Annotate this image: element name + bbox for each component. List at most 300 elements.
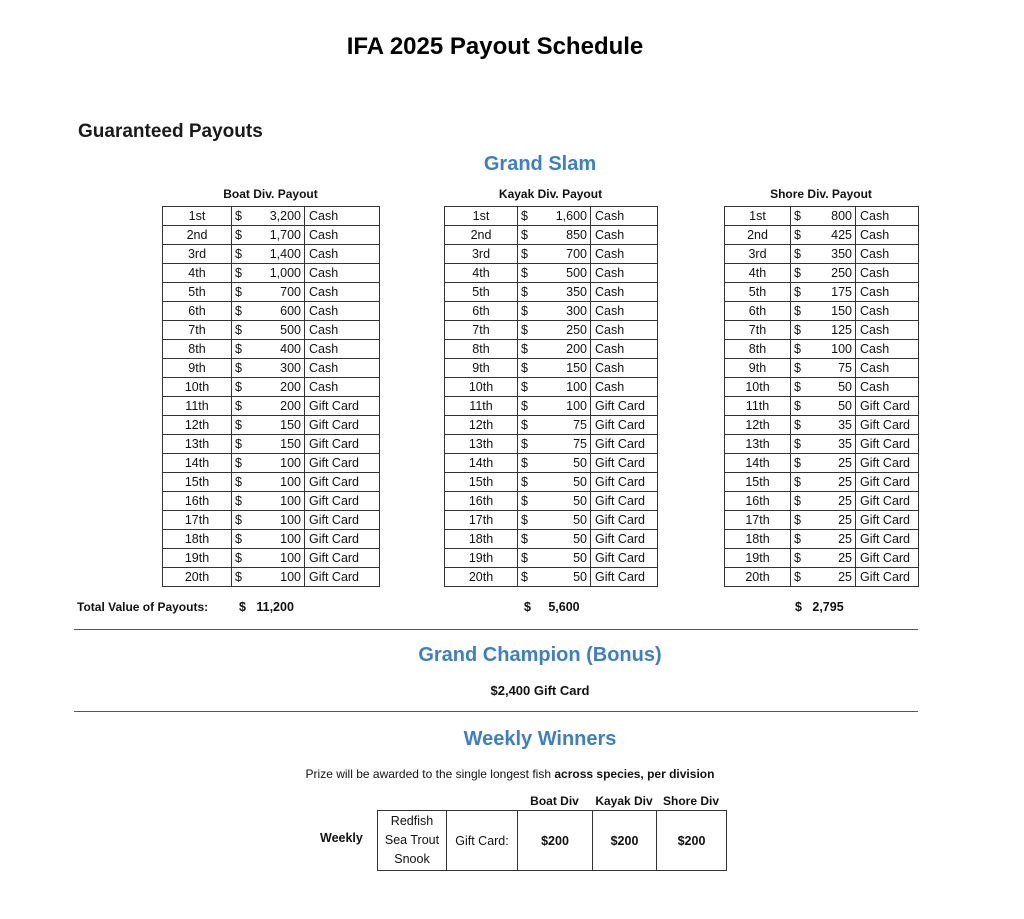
table-row bbox=[445, 378, 658, 397]
place-cell: 12th bbox=[445, 416, 518, 435]
place-cell: 17th bbox=[445, 511, 518, 530]
place-cell: 8th bbox=[163, 340, 232, 359]
amount-value: 1,400 bbox=[269, 246, 301, 261]
currency-symbol: $ bbox=[794, 436, 801, 451]
place-cell: 10th bbox=[163, 378, 232, 397]
payout-type-cell: Gift Card bbox=[305, 435, 380, 454]
currency-symbol: $ bbox=[521, 322, 528, 337]
table-row bbox=[378, 811, 727, 871]
amount-value: 300 bbox=[280, 360, 301, 375]
currency-symbol: $ bbox=[521, 474, 528, 489]
payout-type-cell: Cash bbox=[305, 359, 380, 378]
currency-symbol: $ bbox=[235, 550, 242, 565]
currency-symbol: $ bbox=[794, 360, 801, 375]
amount-value: 25 bbox=[838, 474, 852, 489]
table-row bbox=[725, 264, 919, 283]
amount-cell bbox=[232, 245, 305, 264]
shore-weekly-prize: $200 bbox=[657, 811, 727, 871]
amount-cell bbox=[518, 302, 591, 321]
amount-cell bbox=[232, 473, 305, 492]
currency-symbol: $ bbox=[235, 379, 242, 394]
table-row bbox=[725, 454, 919, 473]
divider-line bbox=[74, 711, 918, 712]
place-cell: 9th bbox=[445, 359, 518, 378]
place-cell: 17th bbox=[163, 511, 232, 530]
currency-symbol: $ bbox=[521, 436, 528, 451]
place-cell: 20th bbox=[445, 568, 518, 587]
table-row bbox=[445, 321, 658, 340]
currency-symbol: $ bbox=[794, 493, 801, 508]
species-cell bbox=[378, 811, 447, 871]
amount-cell bbox=[232, 340, 305, 359]
amount-value: 3,200 bbox=[269, 208, 301, 223]
amount-cell bbox=[518, 416, 591, 435]
amount-cell bbox=[518, 473, 591, 492]
shore-total-value: $ 2,795 bbox=[795, 600, 844, 614]
payout-type-cell: Gift Card bbox=[591, 530, 658, 549]
table-row bbox=[445, 568, 658, 587]
currency-symbol: $ bbox=[235, 360, 242, 375]
table-row bbox=[163, 492, 380, 511]
amount-value: 150 bbox=[280, 417, 301, 432]
place-cell: 10th bbox=[445, 378, 518, 397]
payout-type-cell: Gift Card bbox=[856, 511, 919, 530]
amount-cell bbox=[791, 492, 856, 511]
amount-value: 50 bbox=[838, 398, 852, 413]
table-row bbox=[725, 530, 919, 549]
gift-card-label: Gift Card: bbox=[447, 811, 518, 871]
weekly-note bbox=[240, 767, 780, 781]
place-cell: 1st bbox=[163, 207, 232, 226]
amount-cell bbox=[518, 245, 591, 264]
amount-value: 100 bbox=[280, 455, 301, 470]
amount-value: 100 bbox=[280, 550, 301, 565]
amount-cell bbox=[232, 359, 305, 378]
amount-value: 250 bbox=[831, 265, 852, 280]
weekly-winners-table bbox=[377, 810, 727, 871]
amount-cell bbox=[232, 454, 305, 473]
amount-cell bbox=[791, 302, 856, 321]
currency-symbol: $ bbox=[235, 417, 242, 432]
currency-symbol: $ bbox=[235, 246, 242, 261]
place-cell: 2nd bbox=[725, 226, 791, 245]
amount-cell bbox=[232, 549, 305, 568]
amount-value: 50 bbox=[573, 531, 587, 546]
place-cell: 5th bbox=[163, 283, 232, 302]
currency-symbol: $ bbox=[235, 322, 242, 337]
payout-type-cell: Cash bbox=[856, 207, 919, 226]
currency-symbol: $ bbox=[235, 398, 242, 413]
amount-value: 425 bbox=[831, 227, 852, 242]
currency-symbol: $ bbox=[794, 265, 801, 280]
table-row bbox=[725, 378, 919, 397]
amount-cell bbox=[518, 340, 591, 359]
currency-symbol: $ bbox=[794, 303, 801, 318]
amount-cell bbox=[518, 378, 591, 397]
amount-value: 50 bbox=[573, 455, 587, 470]
table-row bbox=[725, 473, 919, 492]
place-cell: 6th bbox=[725, 302, 791, 321]
payout-type-cell: Cash bbox=[856, 340, 919, 359]
table-row bbox=[163, 378, 380, 397]
payout-type-cell: Cash bbox=[305, 207, 380, 226]
place-cell: 19th bbox=[445, 549, 518, 568]
payout-type-cell: Cash bbox=[305, 283, 380, 302]
amount-cell bbox=[518, 321, 591, 340]
payout-type-cell: Cash bbox=[856, 359, 919, 378]
currency-symbol: $ bbox=[235, 474, 242, 489]
amount-cell bbox=[232, 321, 305, 340]
currency-symbol: $ bbox=[521, 284, 528, 299]
currency-symbol: $ bbox=[521, 493, 528, 508]
amount-cell bbox=[518, 568, 591, 587]
table-row bbox=[163, 435, 380, 454]
place-cell: 9th bbox=[725, 359, 791, 378]
table-row bbox=[163, 530, 380, 549]
currency-symbol: $ bbox=[235, 436, 242, 451]
place-cell: 18th bbox=[725, 530, 791, 549]
amount-cell bbox=[518, 511, 591, 530]
amount-cell bbox=[791, 245, 856, 264]
currency-symbol: $ bbox=[794, 322, 801, 337]
amount-cell bbox=[518, 283, 591, 302]
amount-value: 350 bbox=[831, 246, 852, 261]
table-row bbox=[163, 283, 380, 302]
amount-cell bbox=[791, 549, 856, 568]
place-cell: 7th bbox=[725, 321, 791, 340]
table-row bbox=[445, 397, 658, 416]
place-cell: 16th bbox=[163, 492, 232, 511]
boat-div-payout-table bbox=[162, 206, 380, 587]
currency-symbol: $ bbox=[235, 303, 242, 318]
payout-type-cell: Cash bbox=[591, 226, 658, 245]
place-cell: 2nd bbox=[445, 226, 518, 245]
table-row bbox=[725, 359, 919, 378]
amount-cell bbox=[232, 302, 305, 321]
payout-type-cell: Gift Card bbox=[856, 397, 919, 416]
place-cell: 14th bbox=[725, 454, 791, 473]
currency-symbol: $ bbox=[794, 398, 801, 413]
amount-value: 175 bbox=[831, 284, 852, 299]
amount-value: 350 bbox=[566, 284, 587, 299]
place-cell: 6th bbox=[163, 302, 232, 321]
place-cell: 3rd bbox=[163, 245, 232, 264]
currency-symbol: $ bbox=[521, 531, 528, 546]
place-cell: 19th bbox=[725, 549, 791, 568]
amount-cell bbox=[232, 226, 305, 245]
currency-symbol: $ bbox=[794, 246, 801, 261]
currency-symbol: $ bbox=[521, 550, 528, 565]
amount-value: 25 bbox=[838, 493, 852, 508]
table-row bbox=[725, 321, 919, 340]
table-row bbox=[725, 511, 919, 530]
payout-type-cell: Gift Card bbox=[591, 397, 658, 416]
table-row bbox=[725, 207, 919, 226]
amount-value: 800 bbox=[831, 208, 852, 223]
amount-cell bbox=[791, 435, 856, 454]
boat-weekly-prize: $200 bbox=[518, 811, 593, 871]
amount-cell bbox=[791, 454, 856, 473]
table-row bbox=[445, 245, 658, 264]
place-cell: 17th bbox=[725, 511, 791, 530]
amount-cell bbox=[791, 530, 856, 549]
amount-value: 25 bbox=[838, 569, 852, 584]
weekly-header-boat: Boat Div bbox=[530, 794, 579, 808]
payout-type-cell: Gift Card bbox=[856, 435, 919, 454]
amount-value: 200 bbox=[566, 341, 587, 356]
currency-symbol: $ bbox=[521, 341, 528, 356]
table-row bbox=[163, 473, 380, 492]
payout-type-cell: Gift Card bbox=[591, 416, 658, 435]
payout-type-cell: Cash bbox=[305, 378, 380, 397]
payout-type-cell: Gift Card bbox=[856, 454, 919, 473]
amount-cell bbox=[791, 264, 856, 283]
amount-cell bbox=[232, 283, 305, 302]
shore-div-caption: Shore Div. Payout bbox=[770, 187, 872, 201]
table-row bbox=[445, 492, 658, 511]
amount-value: 100 bbox=[280, 474, 301, 489]
payout-type-cell: Gift Card bbox=[591, 492, 658, 511]
payout-type-cell: Cash bbox=[305, 302, 380, 321]
payout-type-cell: Gift Card bbox=[305, 549, 380, 568]
table-row bbox=[725, 245, 919, 264]
amount-value: 50 bbox=[573, 569, 587, 584]
amount-value: 25 bbox=[838, 531, 852, 546]
payout-type-cell: Cash bbox=[856, 378, 919, 397]
place-cell: 12th bbox=[725, 416, 791, 435]
amount-value: 100 bbox=[280, 493, 301, 508]
amount-cell bbox=[791, 226, 856, 245]
place-cell: 16th bbox=[725, 492, 791, 511]
place-cell: 9th bbox=[163, 359, 232, 378]
payout-type-cell: Cash bbox=[591, 302, 658, 321]
payout-type-cell: Cash bbox=[856, 226, 919, 245]
amount-cell bbox=[518, 359, 591, 378]
amount-value: 600 bbox=[280, 303, 301, 318]
amount-value: 35 bbox=[838, 436, 852, 451]
table-row bbox=[725, 435, 919, 454]
payout-type-cell: Cash bbox=[591, 359, 658, 378]
amount-value: 200 bbox=[280, 379, 301, 394]
payout-type-cell: Cash bbox=[591, 340, 658, 359]
total-value-label: Total Value of Payouts: bbox=[77, 600, 209, 614]
place-cell: 8th bbox=[445, 340, 518, 359]
shore-div-payout-table bbox=[724, 206, 919, 587]
place-cell: 1st bbox=[725, 207, 791, 226]
table-row bbox=[445, 549, 658, 568]
payout-type-cell: Gift Card bbox=[591, 473, 658, 492]
amount-cell bbox=[518, 492, 591, 511]
amount-cell bbox=[232, 264, 305, 283]
table-row bbox=[445, 511, 658, 530]
amount-value: 100 bbox=[566, 379, 587, 394]
amount-value: 150 bbox=[280, 436, 301, 451]
amount-cell bbox=[518, 207, 591, 226]
currency-symbol: $ bbox=[794, 208, 801, 223]
amount-cell bbox=[518, 435, 591, 454]
currency-symbol: $ bbox=[521, 569, 528, 584]
table-row bbox=[445, 530, 658, 549]
table-row bbox=[445, 226, 658, 245]
boat-div-caption: Boat Div. Payout bbox=[223, 187, 318, 201]
amount-cell bbox=[518, 454, 591, 473]
payout-type-cell: Gift Card bbox=[591, 511, 658, 530]
place-cell: 13th bbox=[163, 435, 232, 454]
amount-value: 125 bbox=[831, 322, 852, 337]
amount-value: 75 bbox=[838, 360, 852, 375]
amount-value: 300 bbox=[566, 303, 587, 318]
payout-type-cell: Gift Card bbox=[591, 568, 658, 587]
amount-cell bbox=[791, 321, 856, 340]
place-cell: 7th bbox=[163, 321, 232, 340]
weekly-header-kayak: Kayak Div bbox=[595, 794, 653, 808]
payout-type-cell: Cash bbox=[591, 283, 658, 302]
amount-value: 1,000 bbox=[269, 265, 301, 280]
currency-symbol: $ bbox=[794, 341, 801, 356]
currency-symbol: $ bbox=[794, 455, 801, 470]
table-row bbox=[725, 416, 919, 435]
place-cell: 11th bbox=[445, 397, 518, 416]
table-row bbox=[445, 207, 658, 226]
table-row bbox=[445, 416, 658, 435]
amount-cell bbox=[232, 397, 305, 416]
place-cell: 3rd bbox=[445, 245, 518, 264]
place-cell: 6th bbox=[445, 302, 518, 321]
payout-type-cell: Gift Card bbox=[856, 416, 919, 435]
table-row bbox=[163, 568, 380, 587]
place-cell: 12th bbox=[163, 416, 232, 435]
payout-type-cell: Cash bbox=[591, 245, 658, 264]
place-cell: 8th bbox=[725, 340, 791, 359]
currency-symbol: $ bbox=[521, 417, 528, 432]
currency-symbol: $ bbox=[235, 208, 242, 223]
payout-type-cell: Cash bbox=[305, 321, 380, 340]
table-row bbox=[163, 340, 380, 359]
payout-type-cell: Gift Card bbox=[305, 530, 380, 549]
payout-type-cell: Gift Card bbox=[591, 435, 658, 454]
amount-value: 100 bbox=[280, 512, 301, 527]
place-cell: 10th bbox=[725, 378, 791, 397]
table-row bbox=[163, 359, 380, 378]
amount-cell bbox=[791, 207, 856, 226]
currency-symbol: $ bbox=[235, 512, 242, 527]
amount-value: 75 bbox=[573, 436, 587, 451]
amount-cell bbox=[518, 226, 591, 245]
table-row bbox=[445, 340, 658, 359]
currency-symbol: $ bbox=[235, 265, 242, 280]
place-cell: 18th bbox=[445, 530, 518, 549]
amount-value: 500 bbox=[566, 265, 587, 280]
table-row bbox=[163, 245, 380, 264]
payout-type-cell: Cash bbox=[591, 321, 658, 340]
amount-value: 50 bbox=[573, 474, 587, 489]
amount-value: 25 bbox=[838, 550, 852, 565]
place-cell: 13th bbox=[445, 435, 518, 454]
amount-value: 400 bbox=[280, 341, 301, 356]
payout-type-cell: Gift Card bbox=[305, 568, 380, 587]
payout-type-cell: Cash bbox=[856, 245, 919, 264]
currency-symbol: $ bbox=[521, 227, 528, 242]
amount-value: 35 bbox=[838, 417, 852, 432]
currency-symbol: $ bbox=[521, 512, 528, 527]
payout-type-cell: Cash bbox=[591, 207, 658, 226]
table-row bbox=[445, 264, 658, 283]
payout-type-cell: Gift Card bbox=[305, 511, 380, 530]
table-row bbox=[163, 454, 380, 473]
table-row bbox=[725, 340, 919, 359]
amount-cell bbox=[791, 511, 856, 530]
weekly-note-text: Prize will be awarded to the single longest fish bbox=[305, 767, 555, 781]
amount-value: 700 bbox=[280, 284, 301, 299]
amount-cell bbox=[791, 359, 856, 378]
table-row bbox=[725, 568, 919, 587]
amount-cell bbox=[232, 207, 305, 226]
amount-value: 700 bbox=[566, 246, 587, 261]
guaranteed-payouts-heading: Guaranteed Payouts bbox=[78, 121, 263, 142]
payout-type-cell: Cash bbox=[856, 321, 919, 340]
table-row bbox=[445, 473, 658, 492]
place-cell: 5th bbox=[445, 283, 518, 302]
place-cell: 20th bbox=[163, 568, 232, 587]
amount-cell bbox=[791, 283, 856, 302]
place-cell: 5th bbox=[725, 283, 791, 302]
payout-type-cell: Cash bbox=[591, 264, 658, 283]
payout-type-cell: Cash bbox=[305, 264, 380, 283]
payout-type-cell: Cash bbox=[305, 340, 380, 359]
divider-line bbox=[74, 629, 918, 630]
payout-type-cell: Cash bbox=[305, 226, 380, 245]
amount-cell bbox=[518, 397, 591, 416]
amount-cell bbox=[232, 416, 305, 435]
table-row bbox=[725, 283, 919, 302]
table-row bbox=[445, 454, 658, 473]
currency-symbol: $ bbox=[235, 341, 242, 356]
amount-cell bbox=[518, 530, 591, 549]
boat-total-value: $ 11,200 bbox=[239, 600, 294, 614]
amount-value: 200 bbox=[280, 398, 301, 413]
amount-value: 100 bbox=[831, 341, 852, 356]
payout-type-cell: Gift Card bbox=[856, 473, 919, 492]
place-cell: 19th bbox=[163, 549, 232, 568]
table-row bbox=[163, 511, 380, 530]
currency-symbol: $ bbox=[521, 360, 528, 375]
payout-type-cell: Gift Card bbox=[856, 492, 919, 511]
amount-cell bbox=[518, 549, 591, 568]
place-cell: 11th bbox=[725, 397, 791, 416]
payout-type-cell: Gift Card bbox=[856, 549, 919, 568]
amount-cell bbox=[232, 568, 305, 587]
amount-value: 100 bbox=[566, 398, 587, 413]
currency-symbol: $ bbox=[235, 569, 242, 584]
payout-type-cell: Cash bbox=[856, 302, 919, 321]
place-cell: 15th bbox=[445, 473, 518, 492]
table-row bbox=[163, 226, 380, 245]
amount-value: 25 bbox=[838, 455, 852, 470]
amount-cell bbox=[232, 378, 305, 397]
payout-type-cell: Gift Card bbox=[591, 549, 658, 568]
table-row bbox=[163, 264, 380, 283]
place-cell: 4th bbox=[725, 264, 791, 283]
species-sea-trout: Sea Trout bbox=[384, 833, 440, 847]
payout-type-cell: Gift Card bbox=[856, 530, 919, 549]
weekly-note-emphasis: across species, per division bbox=[554, 767, 715, 781]
place-cell: 14th bbox=[163, 454, 232, 473]
table-row bbox=[163, 549, 380, 568]
place-cell: 15th bbox=[163, 473, 232, 492]
place-cell: 3rd bbox=[725, 245, 791, 264]
table-row bbox=[445, 302, 658, 321]
weekly-header-shore: Shore Div bbox=[662, 794, 719, 808]
